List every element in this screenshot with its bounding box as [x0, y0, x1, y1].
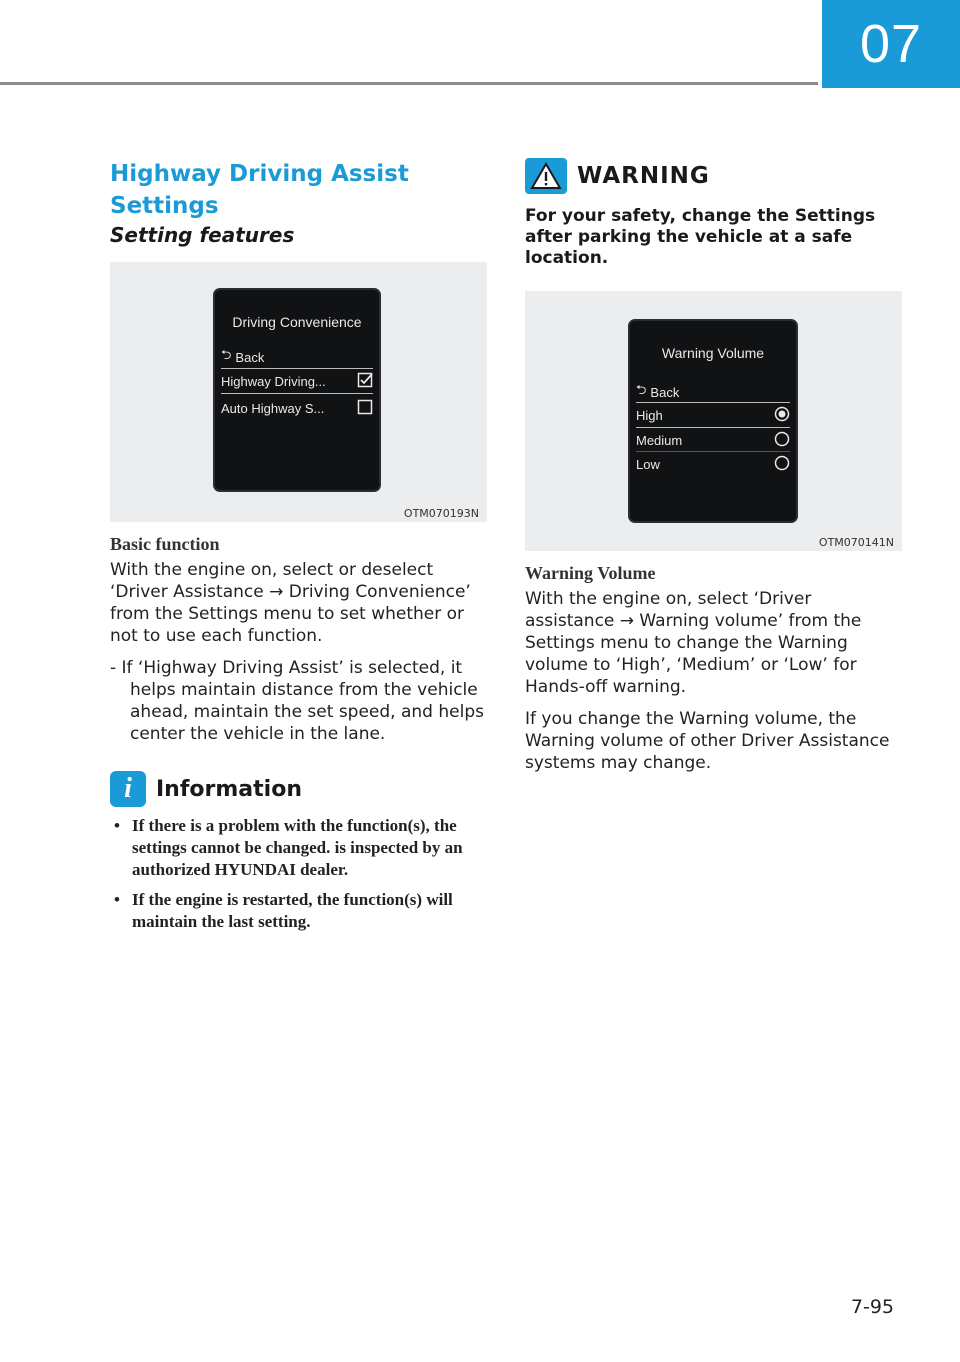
menu-item-label: Auto Highway S... — [221, 400, 325, 416]
radio-empty-icon — [774, 431, 790, 450]
option-low — [636, 453, 790, 475]
information-title: Information — [156, 776, 302, 802]
checkbox-empty-icon — [357, 399, 373, 418]
warning-volume-heading: Warning Volume — [525, 563, 656, 583]
back-arrow-icon: ⮌ — [221, 347, 232, 362]
figure-driving-convenience — [110, 262, 487, 522]
warning-volume-text: With the engine on, select ‘Driver assistance → Warning volume’ from the Settings menu to change the Warning volume to ‘High’, ‘Medium’ or ‘Low’ for Hands-off warning. — [525, 589, 862, 697]
info-bullet: • If the engine is restarted, the function(s) will maintain the last setting. — [110, 889, 490, 933]
cluster-screen — [213, 288, 381, 492]
back-arrow-icon: ⮌ — [636, 382, 647, 397]
back-label: Back — [650, 384, 680, 400]
figure-caption: OTM070141N — [818, 536, 894, 549]
page-number: 7-95 — [850, 1296, 894, 1318]
screen-title: Driving Convenience — [232, 314, 362, 330]
back-row — [221, 346, 373, 368]
menu-item-auto-highway — [221, 396, 373, 420]
warning-title: WARNING — [577, 163, 710, 189]
warning-header — [525, 158, 905, 194]
back-row — [636, 381, 790, 403]
left-column — [110, 158, 490, 941]
basic-function-text: With the engine on, select or deselect ‘Driver Assistance → Driving Convenience’ from the Settings menu to set whether or not to use each function. — [110, 560, 471, 646]
option-medium — [636, 429, 790, 452]
basic-function-heading: Basic function — [110, 534, 220, 554]
right-column — [525, 158, 905, 784]
chapter-tab: 07 — [822, 0, 960, 88]
basic-function-item: - If ‘Highway Driving Assist’ is selected, it helps maintain distance from the vehicle ahead, maintain the set speed, and helps center the vehicle in the lane. — [110, 658, 484, 744]
option-label: High — [636, 407, 663, 423]
option-high — [636, 402, 790, 428]
screen-title: Warning Volume — [661, 345, 765, 361]
radio-empty-icon — [774, 455, 790, 474]
option-label: Low — [636, 456, 660, 472]
figure-caption: OTM070193N — [403, 507, 479, 520]
menu-item-label: Highway Driving... — [221, 373, 326, 389]
radio-selected-icon — [774, 406, 790, 425]
cluster-screen — [628, 319, 798, 523]
info-bullet: • If there is a problem with the function(s), the settings cannot be changed. is inspected by an authorized HYUNDAI dealer. — [110, 815, 490, 881]
option-label: Medium — [636, 432, 683, 448]
info-icon: i — [110, 771, 146, 807]
header-rule — [0, 82, 818, 85]
menu-item-highway-driving — [221, 368, 373, 394]
back-label: Back — [235, 349, 265, 365]
information-header — [110, 771, 490, 807]
warning-volume-text-2: If you change the Warning volume, the Warning volume of other Driver Assistance systems may change. — [525, 709, 890, 773]
subsection-title: Setting features — [110, 223, 295, 247]
warning-text: For your safety, change the Settings after parking the vehicle at a safe location. — [525, 206, 876, 268]
warning-triangle-icon — [525, 158, 567, 194]
figure-warning-volume — [525, 291, 902, 551]
section-title: Highway Driving Assist Settings — [110, 161, 409, 219]
checkbox-checked-icon — [357, 372, 373, 391]
